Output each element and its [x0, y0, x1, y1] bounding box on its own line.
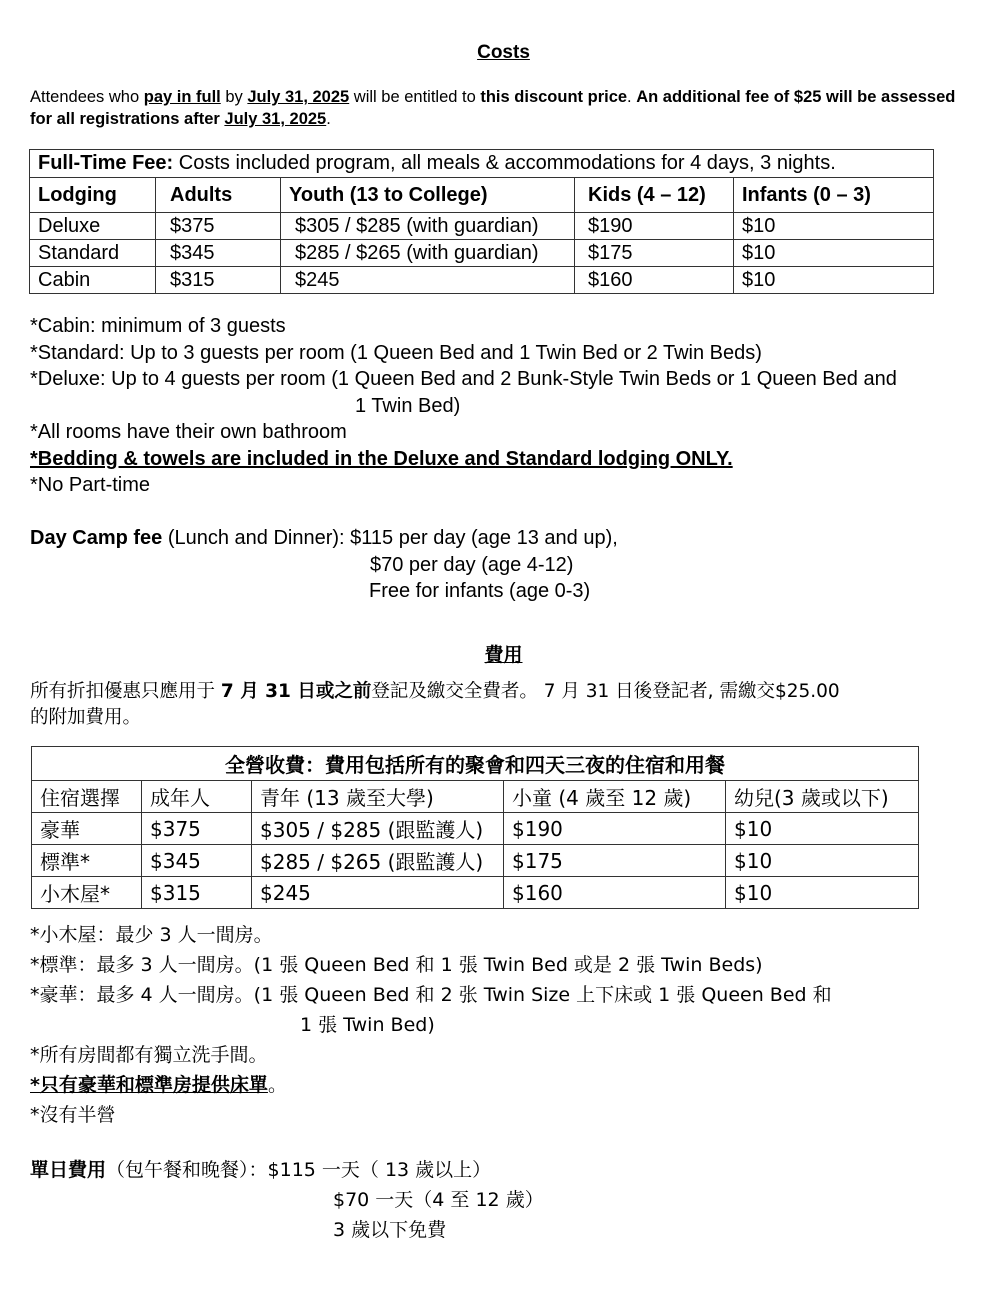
note-bedding: *只有豪華和標準房提供床單。: [30, 1074, 287, 1096]
header-infants: Infants (0 – 3): [734, 178, 934, 213]
notes-chinese: [30, 920, 832, 1130]
note-deluxe: *豪華：最多 4 人一間房。(1 張 Queen Bed 和 2 张 Twin Size 上下床或 1 張 Queen Bed 和: [30, 984, 832, 1006]
chinese-day-camp-fee: 單日費用（包午餐和晚餐）：$115 一天（ 13 歲以上） $70 一天（4 至 12 歲） 3 歲以下免費: [30, 1159, 544, 1241]
note-bedding: *Bedding & towels are included in the Deluxe and Standard lodging ONLY.: [30, 447, 733, 470]
note-deluxe-continued: 1 張 Twin Bed): [300, 1014, 435, 1036]
header-lodging: Lodging: [30, 178, 156, 213]
header-adults: Adults: [156, 178, 281, 213]
table-row: 小木屋* $315 $245 $160 $10: [32, 877, 919, 909]
note-bathroom: *所有房間都有獨立洗手間。: [30, 1044, 268, 1066]
note-standard: *標準：最多 3 人一間房。(1 張 Queen Bed 和 1 張 Twin Bed 或是 2 張 Twin Beds): [30, 954, 763, 976]
header-youth: Youth (13 to College): [281, 178, 575, 213]
note-deluxe: *Deluxe: Up to 4 guests per room (1 Queen Bed and 2 Bunk-Style Twin Beds or 1 Queen Bed and: [30, 368, 897, 390]
notes-english: [30, 313, 897, 499]
table-row: Cabin $315 $245 $160 $10: [30, 267, 934, 294]
table-header-row: [30, 178, 934, 213]
table-row: Deluxe $375 $305 / $285 (with guardian) $190 $10: [30, 213, 934, 240]
table-row: 豪華 $375 $305 / $285 (跟監護人) $190 $10: [32, 813, 919, 845]
fee-table-english: [29, 149, 934, 294]
intro-paragraph: Attendees who pay in full by July 31, 2025 will be entitled to this discount price. An additional fee of $25 will be assessed for all registrations after July 31, 2025.: [30, 88, 956, 128]
chinese-table-caption: 全營收費：費用包括所有的聚會和四天三夜的住宿和用餐: [32, 747, 919, 781]
note-part-time: *No Part-time: [30, 474, 151, 496]
note-standard: *Standard: Up to 3 guests per room (1 Queen Bed and 1 Twin Bed or 2 Twin Beds): [30, 341, 762, 364]
note-part-time: *沒有半營: [30, 1104, 116, 1126]
table-row: 標準* $345 $285 / $265 (跟監護人) $175 $10: [32, 845, 919, 877]
chinese-intro-paragraph: 所有折扣優惠只應用于 7 月 31 日或之前登記及繳交全費者。 7 月 31 日後登記者, 需繳交$25.00 的附加費用。: [30, 681, 840, 728]
note-deluxe-continued: 1 Twin Bed): [355, 394, 461, 417]
note-cabin: *小木屋：最少 3 人一間房。: [30, 924, 273, 946]
note-bathroom: *All rooms have their own bathroom: [30, 421, 347, 443]
note-cabin: *Cabin: minimum of 3 guests: [30, 315, 286, 337]
chinese-costs-title: 費用: [484, 644, 523, 666]
day-camp-fee: Day Camp fee (Lunch and Dinner): $115 per day (age 13 and up), $70 per day (age 4-12) Free for infants (age 0-3): [30, 527, 618, 602]
table-row: Standard $345 $285 / $265 (with guardian) $175 $10: [30, 240, 934, 267]
table-header-row: 住宿選擇 成年人 青年 (13 歲至大學) 小童 (4 歲至 12 歲) 幼兒(3 歲或以下): [32, 781, 919, 813]
costs-title: Costs: [477, 42, 530, 63]
header-kids: Kids (4 – 12): [575, 178, 734, 213]
fee-table-caption: Full-Time Fee: Costs included program, all meals & accommodations for 4 days, 3 nights.: [30, 150, 934, 178]
fee-table-chinese: [31, 746, 919, 909]
